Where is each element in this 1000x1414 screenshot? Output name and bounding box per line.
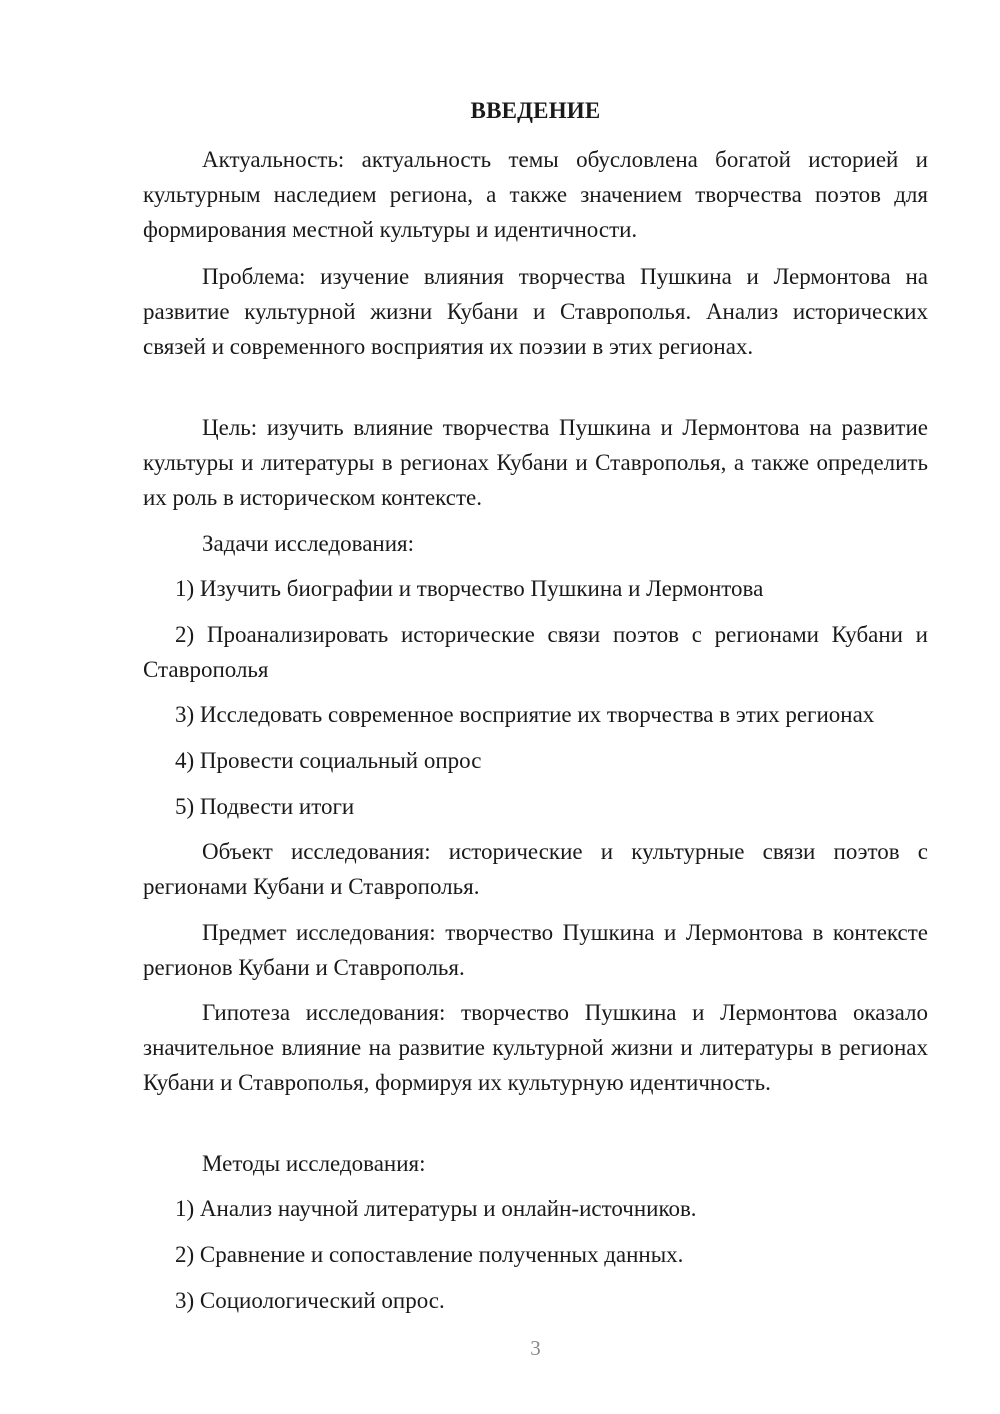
task-item: 3) Исследовать современное восприятие их творчества в этих регионах [175,702,875,727]
subject-paragraph: Предмет исследования: творчество Пушкина и Лермонтова в контексте регионов Кубани и Ставрополья. [143,920,928,980]
task-item: 1) Изучить биографии и творчество Пушкина и Лермонтова [175,576,764,601]
method-item: 2) Сравнение и сопоставление полученных данных. [175,1242,684,1267]
relevance-paragraph: Актуальность: актуальность темы обусловлена богатой историей и культурным наследием региона, а также значением творчества поэтов для формирования местной культуры и идентичности. [143,147,928,242]
methods-title: Методы исследования: [202,1151,426,1176]
goal-paragraph: Цель: изучить влияние творчества Пушкина и Лермонтова на развитие культуры и литературы в регионах Кубани и Ставрополья, а также определить их роль в историческом контексте. [143,415,928,510]
method-item: 3) Социологический опрос. [175,1288,445,1313]
object-paragraph: Объект исследования: исторические и культурные связи поэтов с регионами Кубани и Ставрополья. [143,839,928,899]
method-item: 1) Анализ научной литературы и онлайн-источников. [175,1196,697,1221]
problem-paragraph: Проблема: изучение влияния творчества Пушкина и Лермонтова на развитие культурной жизни Кубани и Ставрополья. Анализ исторических связей и современного восприятия их поэзии в этих регионах. [143,264,928,359]
document-page [143,0,928,1414]
task-item: 5) Подвести итоги [175,794,355,819]
task-item: 2) Проанализировать исторические связи поэтов с регионами Кубани и Ставрополья [143,622,928,682]
page-number: 3 [530,1336,541,1360]
tasks-title: Задачи исследования: [202,531,415,556]
hypothesis-paragraph: Гипотеза исследования: творчество Пушкина и Лермонтова оказало значительное влияние на развитие культурной жизни и литературы в регионах Кубани и Ставрополья, формируя их культурную идентичность. [143,1000,928,1095]
section-heading: ВВЕДЕНИЕ [470,98,601,123]
task-item: 4) Провести социальный опрос [175,748,482,773]
